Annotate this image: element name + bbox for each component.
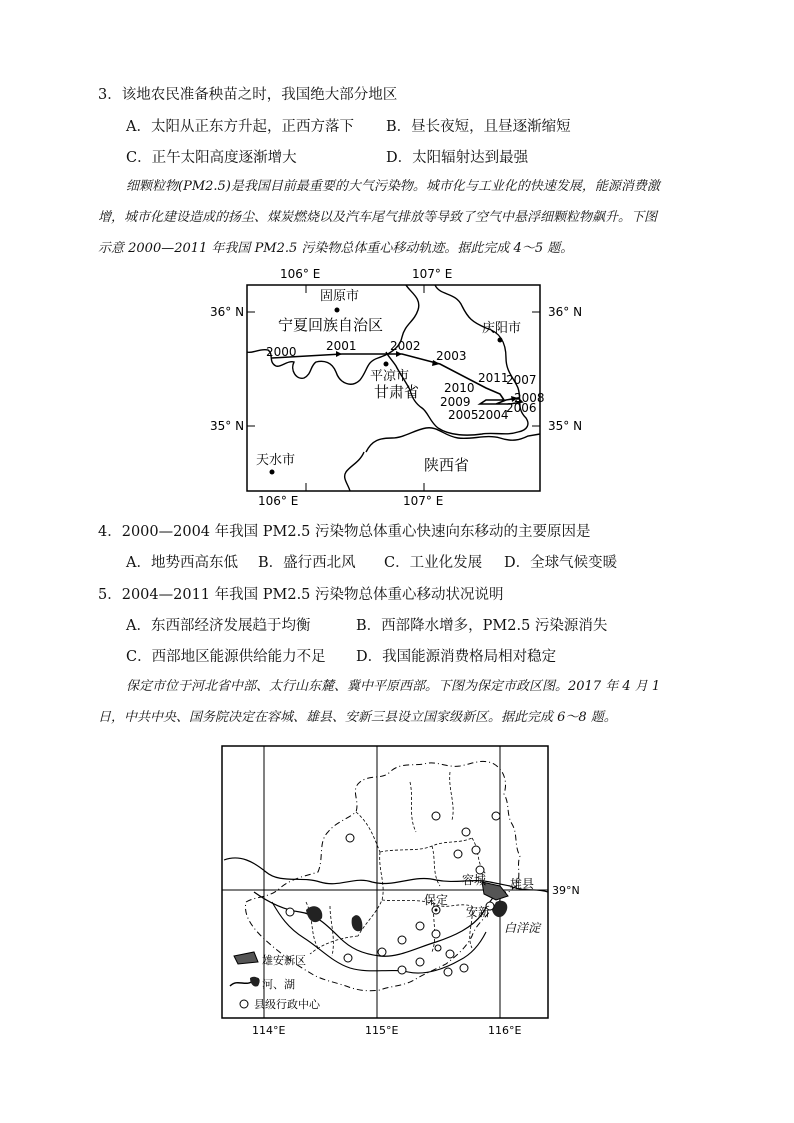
county-center — [346, 834, 354, 842]
reservoir-center — [352, 915, 363, 931]
q3-stem: 3．该地农民准备秧苗之时，我国绝大部分地区 — [98, 87, 398, 103]
year-2006: 2006 — [506, 401, 537, 415]
year-2002: 2002 — [390, 339, 421, 353]
year-2009: 2009 — [440, 395, 471, 409]
q3-option-a: A．太阳从正东方升起，正西方落下 — [126, 119, 354, 135]
pm25-track-map — [200, 262, 585, 512]
guyuan-point — [335, 308, 340, 313]
map1-lon-bottom-left: 106° E — [258, 494, 299, 508]
county-center — [435, 945, 441, 951]
county-center — [398, 966, 406, 974]
map1-lat-bottom-left: 35° N — [210, 419, 245, 433]
q5-option-a: A．东西部经济发展趋于均衡 — [126, 618, 311, 634]
label-lon-114: 114°E — [252, 1024, 286, 1037]
reservoir-west — [306, 906, 322, 922]
county-center — [444, 968, 452, 976]
map1-lon-top-left: 106° E — [280, 267, 321, 281]
year-2001: 2001 — [326, 339, 357, 353]
year-2003: 2003 — [436, 349, 467, 363]
qingyang-point — [498, 338, 503, 343]
q4-option-d: D．全球气候变暖 — [504, 555, 618, 571]
baiyangdian-lake — [492, 901, 507, 917]
year-2011: 2011 — [478, 371, 509, 385]
county-center — [416, 922, 424, 930]
q3-option-c: C．正午太阳高度逐渐增大 — [126, 150, 297, 166]
label-baoding: 保定 — [424, 893, 449, 907]
q3-option-d: D．太阳辐射达到最强 — [386, 150, 529, 166]
label-lon-116: 116°E — [488, 1024, 522, 1037]
label-rongcheng: 容城 — [462, 873, 487, 887]
pingliang-point — [384, 362, 389, 367]
year-2007: 2007 — [506, 373, 537, 387]
label-ningxia: 宁夏回族自治区 — [278, 316, 384, 334]
q3-option-b: B．昼长夜短，且昼逐渐缩短 — [386, 119, 571, 135]
county-center — [432, 812, 440, 820]
year-2000: 2000 — [266, 345, 297, 359]
label-gansu: 甘肃省 — [374, 383, 420, 401]
q5-option-c: C．西部地区能源供给能力不足 — [126, 649, 326, 665]
county-center — [462, 828, 470, 836]
year-2005: 2005 — [448, 408, 479, 422]
county-center — [446, 950, 454, 958]
county-center — [416, 958, 424, 966]
county-center — [378, 948, 386, 956]
q5-option-b: B．西部降水增多，PM2.5 污染源消失 — [356, 618, 608, 634]
label-xiongxian: 雄县 — [510, 877, 535, 891]
legend-xiongan-swatch — [234, 952, 258, 964]
passage1-line3: 示意 2000—2011 年我国 PM2.5 污染物总体重心移动轨迹。据此完成 4～5 题。 — [98, 241, 574, 256]
county-center — [432, 930, 440, 938]
county-center — [492, 812, 500, 820]
county-center — [460, 964, 468, 972]
label-anxin: 安新 — [466, 905, 491, 919]
legend-county-label: 县级行政中心 — [254, 998, 320, 1011]
map1-lon-top-right: 107° E — [412, 267, 453, 281]
passage2-line1: 保定市位于河北省中部、太行山东麓、冀中平原西部。下图为保定市政区图。2017 年 4 月 1 — [126, 679, 661, 694]
label-guyuan: 固原市 — [320, 289, 360, 304]
year-2010: 2010 — [444, 381, 475, 395]
year-2004: 2004 — [478, 408, 509, 422]
legend-county-swatch — [240, 1000, 248, 1008]
q4-option-a: A．地势西高东低 — [126, 555, 238, 571]
year-2008: 2008 — [514, 391, 545, 405]
county-center — [398, 936, 406, 944]
label-shaanxi: 陕西省 — [424, 456, 470, 474]
map1-lat-top-left: 36° N — [210, 305, 245, 319]
county-center — [454, 850, 462, 858]
label-lon-115: 115°E — [365, 1024, 399, 1037]
legend-river-label: 河、湖 — [262, 978, 295, 991]
river-south — [254, 892, 506, 956]
q4-option-b: B．盛行西北风 — [258, 555, 356, 571]
q4-stem: 4．2000—2004 年我国 PM2.5 污染物总体重心快速向东移动的主要原因是 — [98, 524, 591, 540]
county-center — [344, 954, 352, 962]
label-tianshui: 天水市 — [256, 453, 296, 468]
passage2-line2: 日，中共中央、国务院决定在容城、雄县、安新三县设立国家级新区。据此完成 6～8 题。 — [98, 710, 617, 725]
passage1-line2: 增，城市化建设造成的扬尘、煤炭燃烧以及汽车尾气排放等导致了空气中悬浮细颗粒物飙升。下图 — [98, 210, 658, 225]
map1-lat-bottom-right: 35° N — [548, 419, 583, 433]
label-baiyangdian: 白洋淀 — [504, 921, 541, 935]
tianshui-point — [270, 470, 275, 475]
q5-stem: 5．2004—2011 年我国 PM2.5 污染物总体重心移动状况说明 — [98, 587, 504, 603]
map1-lon-bottom-right: 107° E — [403, 494, 444, 508]
map1-lat-top-right: 36° N — [548, 305, 583, 319]
q4-option-c: C．工业化发展 — [384, 555, 483, 571]
county-center — [472, 846, 480, 854]
baoding-map — [210, 742, 595, 1038]
label-qingyang: 庆阳市 — [482, 321, 522, 336]
q5-option-d: D．我国能源消费格局相对稳定 — [356, 649, 557, 665]
label-pingliang: 平凉市 — [370, 369, 410, 384]
label-lat-39: 39°N — [552, 884, 580, 897]
passage1-line1: 细颗粒物(PM2.5)是我国目前最重要的大气污染物。城市化与工业化的快速发展，能源消费激 — [126, 179, 660, 194]
county-center — [286, 908, 294, 916]
legend-xiongan-label: 雄安新区 — [262, 954, 306, 967]
